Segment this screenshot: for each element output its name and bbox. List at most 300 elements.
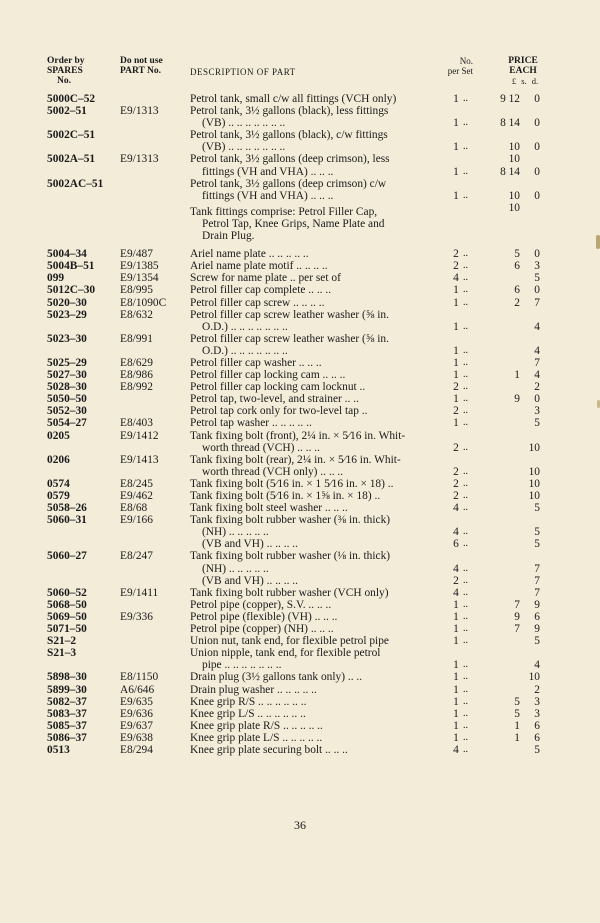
part-description xyxy=(190,635,448,647)
leader-dots: .. xyxy=(463,586,468,598)
price-pence: 7 xyxy=(534,562,540,575)
quantity-per-set: 1 xyxy=(453,417,459,430)
quantity-per-set: 1 xyxy=(453,284,459,297)
description-line: Petrol filler cap locking cam .. .. .. xyxy=(190,369,346,382)
order-number: 5086–37 xyxy=(47,731,87,744)
order-number: 5002AC–51 xyxy=(47,177,104,190)
order-number: 5068–50 xyxy=(47,598,87,611)
leader-dots: .. xyxy=(463,465,468,477)
part-description xyxy=(190,178,448,202)
order-number: 5058–26 xyxy=(47,502,87,515)
table-row xyxy=(0,514,600,550)
table-row xyxy=(0,430,600,454)
part-number: E9/635 xyxy=(120,695,153,708)
note-line: Drain Plug. xyxy=(202,230,255,243)
order-number: 5027–30 xyxy=(47,369,87,382)
part-description xyxy=(190,684,448,696)
quantity-per-set: 1 xyxy=(453,141,459,154)
description-line: Drain plug washer .. .. .. .. .. xyxy=(190,683,317,696)
description-line: Petrol tank, 3½ gallons (black), c/w fittings xyxy=(190,129,388,142)
part-description xyxy=(190,623,448,635)
part-number: E8/245 xyxy=(120,477,153,490)
description-line: (VB and VH) .. .. .. .. xyxy=(202,538,298,551)
order-number: 5002A–51 xyxy=(47,153,96,166)
description-line: Knee grip plate securing bolt .. .. .. xyxy=(190,744,348,756)
leader-dots: .. xyxy=(463,610,468,622)
part-number: E8/629 xyxy=(120,356,153,369)
description-line: O.D.) .. .. .. .. .. .. .. xyxy=(202,344,288,357)
price-shillings: 1 xyxy=(514,731,520,744)
order-number: 0513 xyxy=(47,744,70,756)
description-line: Petrol filler cap washer .. .. .. xyxy=(190,356,322,369)
part-number: E9/638 xyxy=(120,731,153,744)
description-line: Tank fixing bolt rubber washer (⅜ in. thick) xyxy=(190,514,391,527)
part-number: E9/166 xyxy=(120,514,153,527)
description-line: (NH) .. .. .. .. .. xyxy=(202,562,269,575)
order-number: 5060–27 xyxy=(47,550,87,563)
order-number: S21–2 xyxy=(47,635,77,648)
leader-dots: .. xyxy=(463,574,468,586)
leader-dots: .. xyxy=(463,284,468,296)
part-description xyxy=(190,430,448,454)
description-line: Petrol tank, 3½ gallons (deep crimson) c/w xyxy=(190,177,387,190)
order-number: 0205 xyxy=(47,429,70,442)
table-row xyxy=(0,381,600,393)
description-line: (VB) .. .. .. .. .. .. .. xyxy=(202,141,286,154)
part-number: E9/1413 xyxy=(120,453,159,466)
price-pence: 7 xyxy=(534,574,540,587)
price-pence: 5 xyxy=(534,538,540,551)
description-line: Screw for name plate .. per set of xyxy=(190,272,341,285)
price-pence: 6 xyxy=(534,719,540,732)
order-number: S21–3 xyxy=(47,647,77,660)
part-description xyxy=(190,297,448,309)
order-number: 5023–30 xyxy=(47,332,87,345)
description-line: Union nipple, tank end, for flexible petrol xyxy=(190,647,381,660)
price-pence: 6 xyxy=(534,731,540,744)
quantity-per-set: 1 xyxy=(453,659,459,672)
order-number: 5082–37 xyxy=(47,695,87,708)
leader-dots: .. xyxy=(463,623,468,635)
leader-dots: .. xyxy=(463,381,468,393)
price-pence: 0 xyxy=(534,189,540,202)
header-lsd: £ s. d. xyxy=(511,76,539,86)
part-number: E8/247 xyxy=(120,550,153,563)
description-line: Petrol tank, small c/w all fittings (VCH only) xyxy=(190,93,397,105)
price-pence: 3 xyxy=(534,707,540,720)
leader-dots: .. xyxy=(463,598,468,610)
part-description xyxy=(190,405,448,417)
leader-dots: .. xyxy=(463,671,468,683)
quantity-per-set: 1 xyxy=(453,683,459,696)
description-line: Tank fixing bolt (5⁄16 in. × 1 5⁄16 in. × 18) .. xyxy=(190,477,394,490)
price-pence: 0 xyxy=(534,165,540,178)
table-row xyxy=(0,248,600,260)
order-number: 0206 xyxy=(47,453,70,466)
part-number: E8/1150 xyxy=(120,671,159,684)
table-row xyxy=(0,454,600,478)
leader-dots: .. xyxy=(463,695,468,707)
part-number: E8/632 xyxy=(120,308,153,321)
part-description xyxy=(190,369,448,381)
quantity-per-set: 2 xyxy=(453,477,459,490)
description-line: Petrol pipe (flexible) (VH) .. .. .. xyxy=(190,610,338,623)
order-number: 5071–50 xyxy=(47,623,87,636)
table-row xyxy=(0,550,600,586)
leader-dots: .. xyxy=(463,165,468,177)
part-number: E8/294 xyxy=(120,744,153,756)
description-line: Petrol filler cap complete .. .. .. xyxy=(190,284,332,297)
quantity-per-set: 1 xyxy=(453,356,459,369)
table-row xyxy=(0,284,600,296)
leader-dots: .. xyxy=(463,744,468,755)
price-pence: 0 xyxy=(534,93,540,105)
leader-dots: .. xyxy=(463,538,468,550)
quantity-per-set: 4 xyxy=(453,526,459,539)
price-pence: 10 xyxy=(528,671,540,684)
price-pence: 4 xyxy=(534,344,540,357)
quantity-per-set: 6 xyxy=(453,538,459,551)
description-line: Ariel name plate .. .. .. .. .. xyxy=(190,248,309,261)
table-row xyxy=(0,357,600,369)
order-number: 5060–52 xyxy=(47,586,87,599)
leader-dots: .. xyxy=(463,260,468,272)
quantity-per-set: 4 xyxy=(453,562,459,575)
leader-dots: .. xyxy=(463,296,468,308)
description-line: Knee grip L/S .. .. .. .. .. .. xyxy=(190,707,306,720)
table-row xyxy=(0,405,600,417)
description-line: Petrol filler cap locking cam locknut .. xyxy=(190,381,366,394)
table-row xyxy=(0,502,600,514)
table-row xyxy=(0,297,600,309)
table-row xyxy=(0,720,600,732)
description-line: Petrol tap washer .. .. .. .. .. xyxy=(190,417,312,430)
tank-fittings-note xyxy=(0,206,600,242)
leader-dots: .. xyxy=(463,441,468,453)
price-shillings: 5 xyxy=(514,695,520,708)
part-number: E8/1090C xyxy=(120,296,167,309)
description-line: (NH) .. .. .. .. .. xyxy=(202,526,269,539)
order-number: 5050–50 xyxy=(47,393,87,406)
header-price-each: PRICE EACH xyxy=(508,56,538,76)
quantity-per-set: 1 xyxy=(453,731,459,744)
description-line: fittings (VH and VHA) .. .. .. xyxy=(202,189,334,202)
order-number: 5083–37 xyxy=(47,707,87,720)
description-line: Knee grip R/S .. .. .. .. .. .. xyxy=(190,695,307,708)
part-number: E8/992 xyxy=(120,381,153,394)
part-description xyxy=(190,599,448,611)
description-line: Petrol filler cap screw leather washer (⅝ in. xyxy=(190,332,389,345)
description-line: (VB and VH) .. .. .. .. xyxy=(202,574,298,587)
page-number: 36 xyxy=(294,818,306,832)
order-number: 5899–30 xyxy=(47,683,87,696)
leader-dots: .. xyxy=(463,490,468,501)
price-pence: 10 xyxy=(528,477,540,490)
note-line: Petrol Tap, Knee Grips, Name Plate and xyxy=(202,217,385,230)
table-row xyxy=(0,696,600,708)
leader-dots: .. xyxy=(463,189,468,201)
quantity-per-set: 4 xyxy=(453,272,459,285)
part-description xyxy=(190,732,448,744)
description-line: pipe .. .. .. .. .. .. .. xyxy=(202,659,282,672)
table-row xyxy=(0,611,600,623)
leader-dots: .. xyxy=(463,369,468,381)
part-number: E8/986 xyxy=(120,369,153,382)
price-pence: 5 xyxy=(534,635,540,648)
price-pence: 0 xyxy=(534,393,540,406)
order-number: 5000C–52 xyxy=(47,93,96,105)
order-number: 5002–51 xyxy=(47,105,87,118)
order-number: 5020–30 xyxy=(47,296,87,309)
price-shillings: 10 10 xyxy=(508,141,520,166)
part-description xyxy=(190,647,448,671)
order-number: 5069–50 xyxy=(47,610,87,623)
part-description xyxy=(190,478,448,490)
description-line: (VB) .. .. .. .. .. .. .. xyxy=(202,117,286,130)
quantity-per-set: 1 xyxy=(453,623,459,636)
part-description xyxy=(190,284,448,296)
description-line: fittings (VH and VHA) .. .. .. xyxy=(202,165,334,178)
page-edge-mark xyxy=(596,235,600,249)
quantity-per-set: 2 xyxy=(453,465,459,478)
note-line: Tank fittings comprise: Petrol Filler Cap, xyxy=(190,205,378,218)
price-pence: 9 xyxy=(534,598,540,611)
leader-dots: .. xyxy=(463,731,468,743)
description-line: Knee grip plate L/S .. .. .. .. .. xyxy=(190,731,323,744)
quantity-per-set: 1 xyxy=(453,707,459,720)
order-number: 5898–30 xyxy=(47,671,87,684)
part-description xyxy=(190,260,448,272)
quantity-per-set: 4 xyxy=(453,502,459,515)
part-number: E9/1385 xyxy=(120,260,159,273)
leader-dots: .. xyxy=(463,93,468,104)
table-row xyxy=(0,732,600,744)
table-row xyxy=(0,684,600,696)
leader-dots: .. xyxy=(463,320,468,332)
quantity-per-set: 1 xyxy=(453,189,459,202)
order-number: 5054–27 xyxy=(47,417,87,430)
table-row xyxy=(0,153,600,177)
leader-dots: .. xyxy=(463,526,468,538)
description-line: Tank fixing bolt (rear), 2¼ in. × 5⁄16 in. Whit- xyxy=(190,453,401,466)
leader-dots: .. xyxy=(463,272,468,284)
part-description xyxy=(190,309,448,333)
part-number: E9/636 xyxy=(120,707,153,720)
part-number: E9/1412 xyxy=(120,429,159,442)
part-number: E9/1313 xyxy=(120,105,159,118)
quantity-per-set: 1 xyxy=(453,93,459,105)
description-line: worth thread (VCH) .. .. .. xyxy=(202,441,320,454)
leader-dots: .. xyxy=(463,393,468,405)
price-pence: 10 xyxy=(528,441,540,454)
leader-dots: .. xyxy=(463,417,468,429)
price-pence: 3 xyxy=(534,695,540,708)
part-description xyxy=(190,272,448,284)
description-line: Petrol tap, two-level, and strainer .. .. xyxy=(190,393,359,406)
leader-dots: .. xyxy=(463,683,468,695)
table-row xyxy=(0,647,600,671)
order-number: 5028–30 xyxy=(47,381,87,394)
price-pence: 0 xyxy=(534,117,540,130)
leader-dots: .. xyxy=(463,248,468,260)
price-shillings: 9 12 xyxy=(500,93,520,105)
description-line: Petrol tank, 3½ gallons (deep crimson), less xyxy=(190,153,390,166)
part-description xyxy=(190,333,448,357)
part-number: E9/1354 xyxy=(120,272,159,285)
price-pence: 0 xyxy=(534,248,540,261)
price-pence: 10 xyxy=(528,490,540,502)
part-description xyxy=(190,454,448,478)
part-number: E8/68 xyxy=(120,502,148,515)
quantity-per-set: 1 xyxy=(453,719,459,732)
order-number: 099 xyxy=(47,272,65,285)
quantity-per-set: 1 xyxy=(453,635,459,648)
price-shillings: 9 xyxy=(514,610,520,623)
quantity-per-set: 4 xyxy=(453,744,459,756)
description-line: Petrol filler cap screw .. .. .. .. xyxy=(190,296,325,309)
description-line: Petrol filler cap screw leather washer (⅝ in. xyxy=(190,308,389,321)
description-line: Petrol pipe (copper) (NH) .. .. .. xyxy=(190,623,334,636)
price-shillings: 1 xyxy=(514,369,520,382)
price-pence: 0 xyxy=(534,141,540,154)
price-pence: 3 xyxy=(534,260,540,273)
table-row xyxy=(0,105,600,129)
description-line: O.D.) .. .. .. .. .. .. .. xyxy=(202,320,288,333)
price-pence: 4 xyxy=(534,320,540,333)
quantity-per-set: 2 xyxy=(453,248,459,261)
order-number: 5012C–30 xyxy=(47,284,96,297)
price-shillings: 9 xyxy=(514,393,520,406)
price-pence: 2 xyxy=(534,381,540,394)
parts-list xyxy=(0,93,600,756)
table-row xyxy=(0,417,600,429)
price-pence: 7 xyxy=(534,296,540,309)
quantity-per-set: 1 xyxy=(453,320,459,333)
table-row xyxy=(0,369,600,381)
table-row xyxy=(0,599,600,611)
quantity-per-set: 1 xyxy=(453,117,459,130)
table-row xyxy=(0,490,600,502)
part-number: E8/403 xyxy=(120,417,153,430)
description-line: Petrol tank, 3½ gallons (black), less fittings xyxy=(190,105,389,118)
table-row xyxy=(0,93,600,105)
table-row xyxy=(0,671,600,683)
quantity-per-set: 1 xyxy=(453,695,459,708)
order-number: 5052–30 xyxy=(47,405,87,418)
description-line: worth thread (VCH only) .. .. .. xyxy=(202,465,344,478)
part-number: A6/646 xyxy=(120,683,155,696)
table-row xyxy=(0,478,600,490)
part-description xyxy=(190,153,448,177)
price-pence: 10 xyxy=(528,465,540,478)
table-row xyxy=(0,744,600,756)
description-line: Knee grip plate R/S .. .. .. .. .. xyxy=(190,719,323,732)
part-description xyxy=(190,393,448,405)
part-description xyxy=(190,129,448,153)
part-description xyxy=(190,611,448,623)
price-shillings: 10 10 xyxy=(508,189,520,214)
quantity-per-set: 2 xyxy=(453,260,459,273)
table-row xyxy=(0,587,600,599)
part-description xyxy=(190,514,448,550)
part-number: E9/487 xyxy=(120,248,153,261)
description-line: Tank fixing bolt rubber washer (VCH only) xyxy=(190,586,389,599)
quantity-per-set: 1 xyxy=(453,344,459,357)
leader-dots: .. xyxy=(463,502,468,514)
quantity-per-set: 1 xyxy=(453,165,459,178)
order-number: 5023–29 xyxy=(47,308,87,321)
price-pence: 4 xyxy=(534,659,540,672)
price-pence: 3 xyxy=(534,405,540,418)
table-row xyxy=(0,333,600,357)
price-pence: 5 xyxy=(534,744,540,756)
quantity-per-set: 1 xyxy=(453,296,459,309)
leader-dots: .. xyxy=(463,707,468,719)
table-row xyxy=(0,309,600,333)
part-description xyxy=(190,502,448,514)
part-description xyxy=(190,381,448,393)
part-description xyxy=(190,357,448,369)
description-line: Tank fixing bolt (front), 2¼ in. × 5⁄16 in. Whit- xyxy=(190,429,406,442)
price-pence: 5 xyxy=(534,417,540,430)
header-description: DESCRIPTION OF PART xyxy=(190,67,296,77)
leader-dots: .. xyxy=(463,141,468,153)
order-number: 5002C–51 xyxy=(47,129,96,142)
price-shillings: 5 xyxy=(514,707,520,720)
quantity-per-set: 1 xyxy=(453,610,459,623)
price-pence: 4 xyxy=(534,369,540,382)
description-line: Tank fixing bolt (5⁄16 in. × 1⅝ in. × 18) .. xyxy=(190,490,381,502)
quantity-per-set: 2 xyxy=(453,381,459,394)
leader-dots: .. xyxy=(463,344,468,356)
leader-dots: .. xyxy=(463,719,468,731)
part-description xyxy=(190,708,448,720)
header-do-not-use: Do not use PART No. xyxy=(120,56,163,76)
part-description xyxy=(190,671,448,683)
order-number: 5060–31 xyxy=(47,514,87,527)
price-pence: 2 xyxy=(534,683,540,696)
price-pence: 7 xyxy=(534,586,540,599)
part-number: E9/637 xyxy=(120,719,153,732)
price-shillings: 8 14 xyxy=(500,117,520,130)
price-shillings: 6 xyxy=(514,260,520,273)
leader-dots: .. xyxy=(463,117,468,129)
quantity-per-set: 1 xyxy=(453,598,459,611)
quantity-per-set: 2 xyxy=(453,490,459,502)
price-pence: 5 xyxy=(534,272,540,285)
part-number: E9/462 xyxy=(120,490,153,502)
price-pence: 5 xyxy=(534,502,540,515)
quantity-per-set: 2 xyxy=(453,574,459,587)
leader-dots: .. xyxy=(463,477,468,489)
description-line: Tank fixing bolt rubber washer (⅛ in. thick) xyxy=(190,550,391,563)
table-row xyxy=(0,635,600,647)
leader-dots: .. xyxy=(463,562,468,574)
part-description xyxy=(190,550,448,586)
table-row xyxy=(0,623,600,635)
order-number: 5085–37 xyxy=(47,719,87,732)
part-number: E9/1411 xyxy=(120,586,159,599)
part-description xyxy=(190,490,448,502)
price-pence: 0 xyxy=(534,284,540,297)
part-number: E8/991 xyxy=(120,332,153,345)
description-line: Union nut, tank end, for flexible petrol pipe xyxy=(190,635,389,648)
part-description xyxy=(190,744,448,756)
price-shillings: 6 xyxy=(514,284,520,297)
description-line: Drain plug (3½ gallons tank only) .. .. xyxy=(190,671,363,684)
quantity-per-set: 1 xyxy=(453,393,459,406)
part-description xyxy=(190,105,448,129)
